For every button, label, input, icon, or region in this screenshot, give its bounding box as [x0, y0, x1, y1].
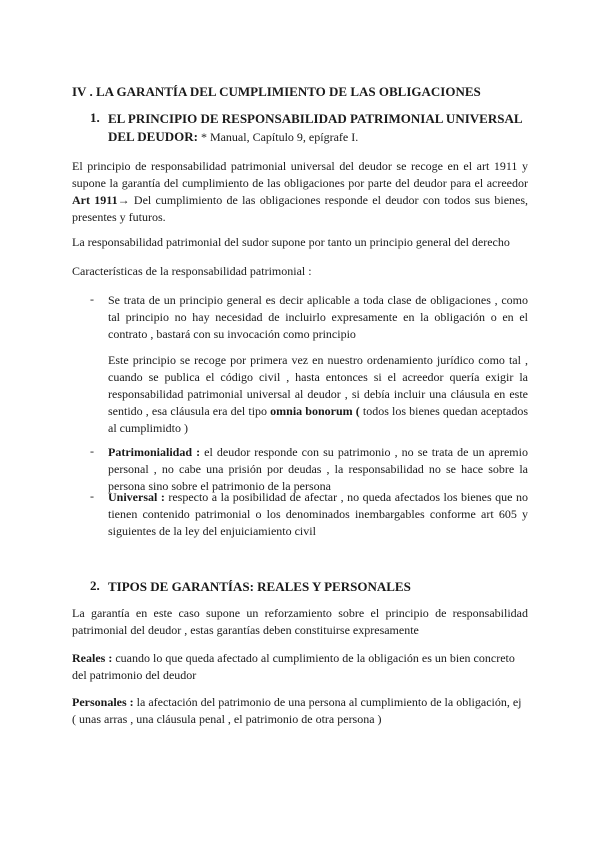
- item3-text: respecto a la posibilidad de afectar , no queda afectados los bienes que no tienen contenido patrimonial o los denominados inembargables conforme art 605 y siguientes de la ley del enjuiciamiento civil: [108, 490, 528, 538]
- item2-text: el deudor responde con su patrimonio , no se trata de un apremio personal , no cabe una prisión por deudas , la responsabilidad no se hace sobre la persona sino sobre el patrimonio de la persona: [108, 445, 528, 493]
- reales-label: Reales :: [72, 651, 113, 665]
- para1-arrow: →: [117, 193, 134, 207]
- bullet-item-general: Se trata de un principio general es decir aplicable a toda clase de obligaciones , como tal principio no hay necesidad de incluirlo expresamente en la obligación o en el contrato , bastará con su invocación como principio: [108, 293, 528, 341]
- item3-label: Universal :: [108, 490, 165, 504]
- para1-text: El principio de responsabilidad patrimonial universal del deudor se recoge en el art 1911 y supone la garantía del cumplimiento de las obligaciones por parte del deudor para el acreedor: [72, 159, 528, 190]
- item2-label: Patrimonialidad :: [108, 445, 201, 459]
- section2-number: 2.: [90, 578, 100, 593]
- paragraph-characteristics: Características de la responsabilidad patrimonial :: [72, 264, 312, 278]
- paragraph-principle: [72, 158, 528, 226]
- personales-label: Personales :: [72, 695, 134, 709]
- heading-iv: IV . LA GARANTÍA DEL CUMPLIMIENTO DE LAS OBLIGACIONES: [72, 84, 481, 99]
- sub1-rest: todos los bienes quedan aceptados al cumplimidto ): [108, 404, 528, 435]
- paragraph-general-principle: La responsabilidad patrimonial del sudor supone por tanto un principio general del derecho: [72, 235, 510, 249]
- sub1-text: Este principio se recoge por primera vez en nuestro ordenamiento jurídico como tal , cuando se publica el código civil , hasta entonces si el acreedor quería exigir la responsabilidad patrimonial universal al deudor , si debía incluir una cláusula en este sentido , esa cláusula era del tipo: [108, 353, 528, 418]
- bullet-item-patrimonialidad: [108, 444, 528, 495]
- para1-rest: Del cumplimiento de las obligaciones responde el deudor con todos sus bienes, presentes y futuros.: [72, 193, 529, 224]
- personales-text: la afectación del patrimonio de una persona al cumplimiento de la obligación, ej ( unas arras , una cláusula penal , el patrimonio de otra persona ): [72, 695, 522, 726]
- section1-heading: [108, 110, 528, 146]
- bullet-dash-1: -: [90, 292, 94, 306]
- section1-title: EL PRINCIPIO DE RESPONSABILIDAD PATRIMONIAL UNIVERSAL DEL DEUDOR:: [108, 111, 522, 144]
- paragraph-guarantee: La garantía en este caso supone un reforzamiento sobre el principio de responsabilidad patrimonial del deudor , estas garantías deben constituirse expresamente: [72, 606, 528, 637]
- paragraph-reales: [72, 650, 528, 684]
- section1-ref: * Manual, Capítulo 9, epígrafe I.: [197, 130, 359, 144]
- section2-title: TIPOS DE GARANTÍAS: REALES Y PERSONALES: [108, 579, 411, 594]
- paragraph-personales: [72, 694, 528, 728]
- bullet-subparagraph-history: [108, 352, 528, 437]
- para1-art: Art 1911: [72, 193, 118, 207]
- reales-text: cuando lo que queda afectado al cumplimiento de la obligación es un bien concreto del patrimonio del deudor: [72, 651, 515, 682]
- bullet-item-universal: [108, 489, 528, 540]
- sub1-bold: omnia bonorum (: [270, 404, 360, 418]
- section1-number: 1.: [90, 110, 100, 125]
- bullet-dash-3: -: [90, 489, 94, 503]
- bullet-dash-2: -: [90, 444, 94, 458]
